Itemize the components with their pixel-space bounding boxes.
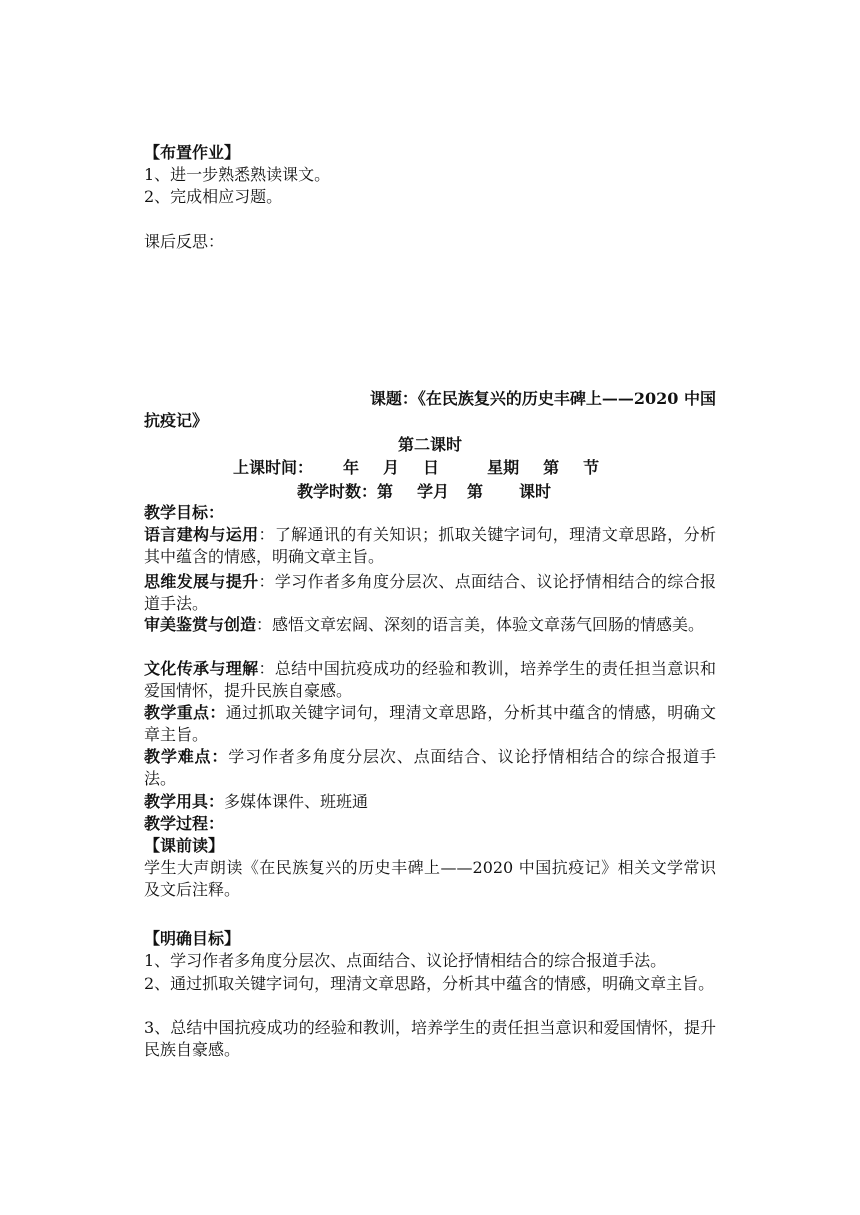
unit-label: 课时 — [519, 482, 552, 501]
order-label: 第 — [543, 458, 560, 477]
day-label: 日 — [423, 458, 440, 477]
section-label: 节 — [583, 458, 600, 477]
key-points-separator: ： — [209, 703, 226, 722]
goals-heading: 【明确目标】 — [144, 929, 241, 948]
objective-separator: ： — [258, 572, 275, 591]
objective-item — [144, 658, 716, 701]
difficulties-separator: ： — [211, 747, 229, 766]
lesson-title: 课题：《在民族复兴的历史丰碑上——2020 中国 — [369, 389, 716, 408]
objective-text: 学习作者多角度分层次、点面结合、议论抒情相结合的综合报道手法。 — [144, 572, 716, 613]
year-label: 年 — [343, 458, 360, 477]
tools-text: 多媒体课件、班班通 — [224, 792, 369, 811]
lesson-period: 第二课时 — [398, 435, 463, 454]
tools-separator: ： — [208, 792, 225, 811]
objective-item — [144, 571, 716, 614]
class-time-label: 上课时间： — [233, 458, 314, 477]
class-time-line — [233, 457, 653, 478]
difficulties — [144, 746, 716, 789]
tools-label: 教学用具 — [144, 792, 209, 811]
lesson-count-line — [297, 481, 597, 502]
homework-item: 1、进一步熟悉熟读课文。 — [144, 165, 331, 184]
homework-heading: 【布置作业】 — [144, 143, 241, 162]
weekday-label: 星期 — [487, 458, 520, 477]
objective-separator: ： — [258, 659, 275, 678]
lesson-title-continued: 抗疫记》 — [144, 411, 209, 430]
process-heading: 教学过程： — [144, 814, 225, 833]
pre-reading-heading: 【课前读】 — [144, 836, 225, 855]
objective-label: 语言建构与运用 — [144, 525, 259, 544]
objectives-heading: 教学目标： — [144, 503, 225, 522]
objective-label: 文化传承与理解 — [144, 659, 259, 678]
key-points — [144, 702, 716, 745]
objective-label: 思维发展与提升 — [144, 572, 259, 591]
difficulties-text: 学习作者多角度分层次、点面结合、议论抒情相结合的综合报道手法。 — [144, 747, 716, 788]
homework-item: 2、完成相应习题。 — [144, 187, 283, 206]
nth-label: 第 — [467, 482, 484, 501]
objective-label: 审美鉴赏与创造 — [144, 615, 257, 634]
objective-separator: ： — [258, 525, 275, 544]
objective-text: 了解通讯的有关知识；抓取关键字词句，理清文章思路，分析其中蕴含的情感，明确文章主旨。 — [144, 525, 716, 566]
goal-item: 2、通过抓取关键字词句，理清文章思路，分析其中蕴含的情感，明确文章主旨。 — [144, 974, 715, 993]
objective-separator: ： — [256, 615, 273, 634]
key-points-label: 教学重点 — [144, 703, 210, 722]
difficulties-label: 教学难点 — [144, 747, 212, 766]
reflection-label: 课后反思： — [144, 232, 225, 251]
objective-text: 总结中国抗疫成功的经验和教训，培养学生的责任担当意识和爱国情怀，提升民族自豪感。 — [144, 659, 716, 700]
objective-item — [144, 614, 716, 636]
goal-item: 3、总结中国抗疫成功的经验和教训，培养学生的责任担当意识和爱国情怀，提升民族自豪感。 — [144, 1018, 716, 1059]
objective-item — [144, 524, 716, 567]
key-points-text: 通过抓取关键字词句，理清文章思路，分析其中蕴含的情感，明确文章主旨。 — [144, 703, 716, 744]
month-label: 月 — [383, 458, 400, 477]
lesson-count-label: 教学时数：第 — [297, 482, 394, 501]
goal-item: 1、学习作者多角度分层次、点面结合、议论抒情相结合的综合报道手法。 — [144, 951, 667, 970]
pre-reading-text: 学生大声朗读《在民族复兴的历史丰碑上——2020 中国抗疫记》相关文学常识及文后注释。 — [144, 858, 716, 899]
teaching-tools — [144, 791, 716, 813]
objective-text: 感悟文章宏阔、深刻的语言美，体验文章荡气回肠的情感美。 — [272, 615, 705, 634]
term-label: 学月 — [417, 482, 450, 501]
